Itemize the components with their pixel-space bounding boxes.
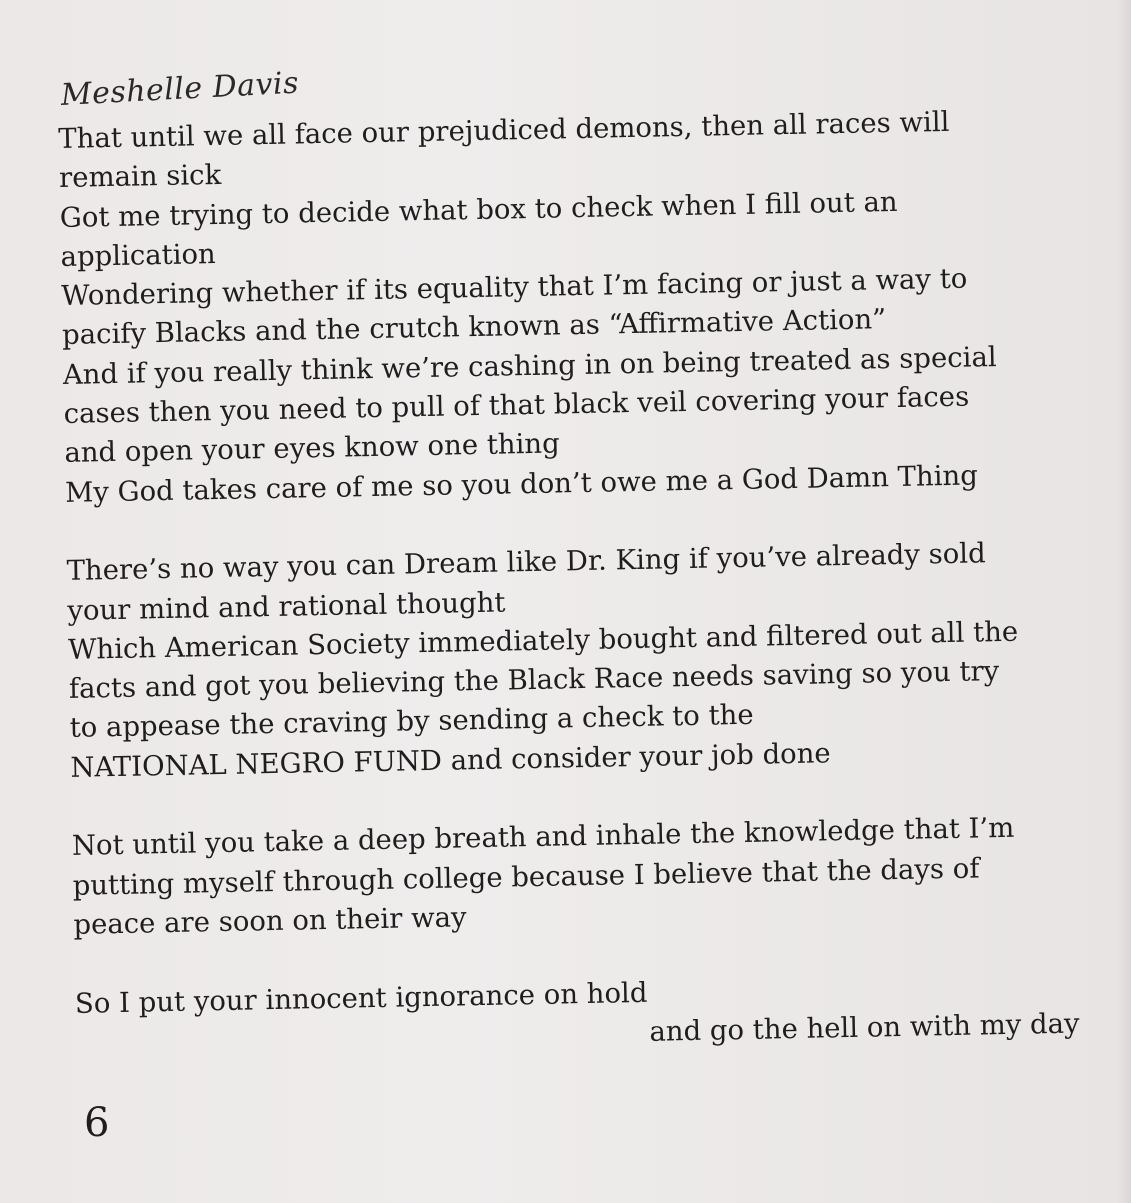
poem-line: And if you really think we’re cashing in on being treated as special (62, 340, 997, 391)
poem-line: Got me trying to decide what box to check when I fill out an (59, 185, 898, 234)
stanza-4 (75, 965, 1086, 1063)
stanza-3 (72, 808, 1084, 945)
page-number: 6 (84, 1100, 110, 1146)
poem-line: My God takes care of me so you don’t owe me a God Damn Thing (64, 459, 979, 509)
poem-line: application (60, 237, 217, 273)
poem-body (58, 101, 1086, 1063)
poem-line: So I put your innocent ignorance on hold (74, 976, 648, 1020)
poem-line: cases then you need to pull of that black veil covering your faces (63, 380, 970, 431)
stanza-2 (66, 533, 1080, 788)
poem-line: and open your eyes know one thing (64, 427, 560, 470)
poem-line: to appease the craving by sending a check to the (69, 699, 754, 745)
poem-closing-line: and go the hell on with my day (649, 1007, 1080, 1048)
poem-line: facts and got you believing the Black Race needs saving so you try (68, 655, 1000, 706)
poem-line: There’s no way you can Dream like Dr. King if you’ve already sold (66, 537, 986, 588)
poem-line: Not until you take a deep breath and inhale the knowledge that I’m (71, 812, 1015, 863)
poem-line: remain sick (58, 159, 222, 195)
poem-line: That until we all face our prejudiced demons, then all races will (58, 105, 950, 155)
author-signature: Meshelle Davis (60, 65, 300, 113)
poem-line: Which American Society immediately bought and filtered out all the (67, 615, 1019, 666)
page-edge-shadow (1117, 0, 1131, 1203)
poem-line: peace are soon on their way (73, 901, 467, 941)
poem-line: putting myself through college because I believe that the days of (72, 852, 980, 902)
poem-line: NATIONAL NEGRO FUND and consider your job done (70, 737, 831, 784)
poem-line: pacify Blacks and the crutch known as “Affirmative Action” (61, 303, 887, 352)
poem-line: Wondering whether if its equality that I’m facing or just a way to (61, 262, 968, 313)
poem-line: your mind and rational thought (67, 586, 506, 627)
stanza-1 (58, 101, 1075, 513)
